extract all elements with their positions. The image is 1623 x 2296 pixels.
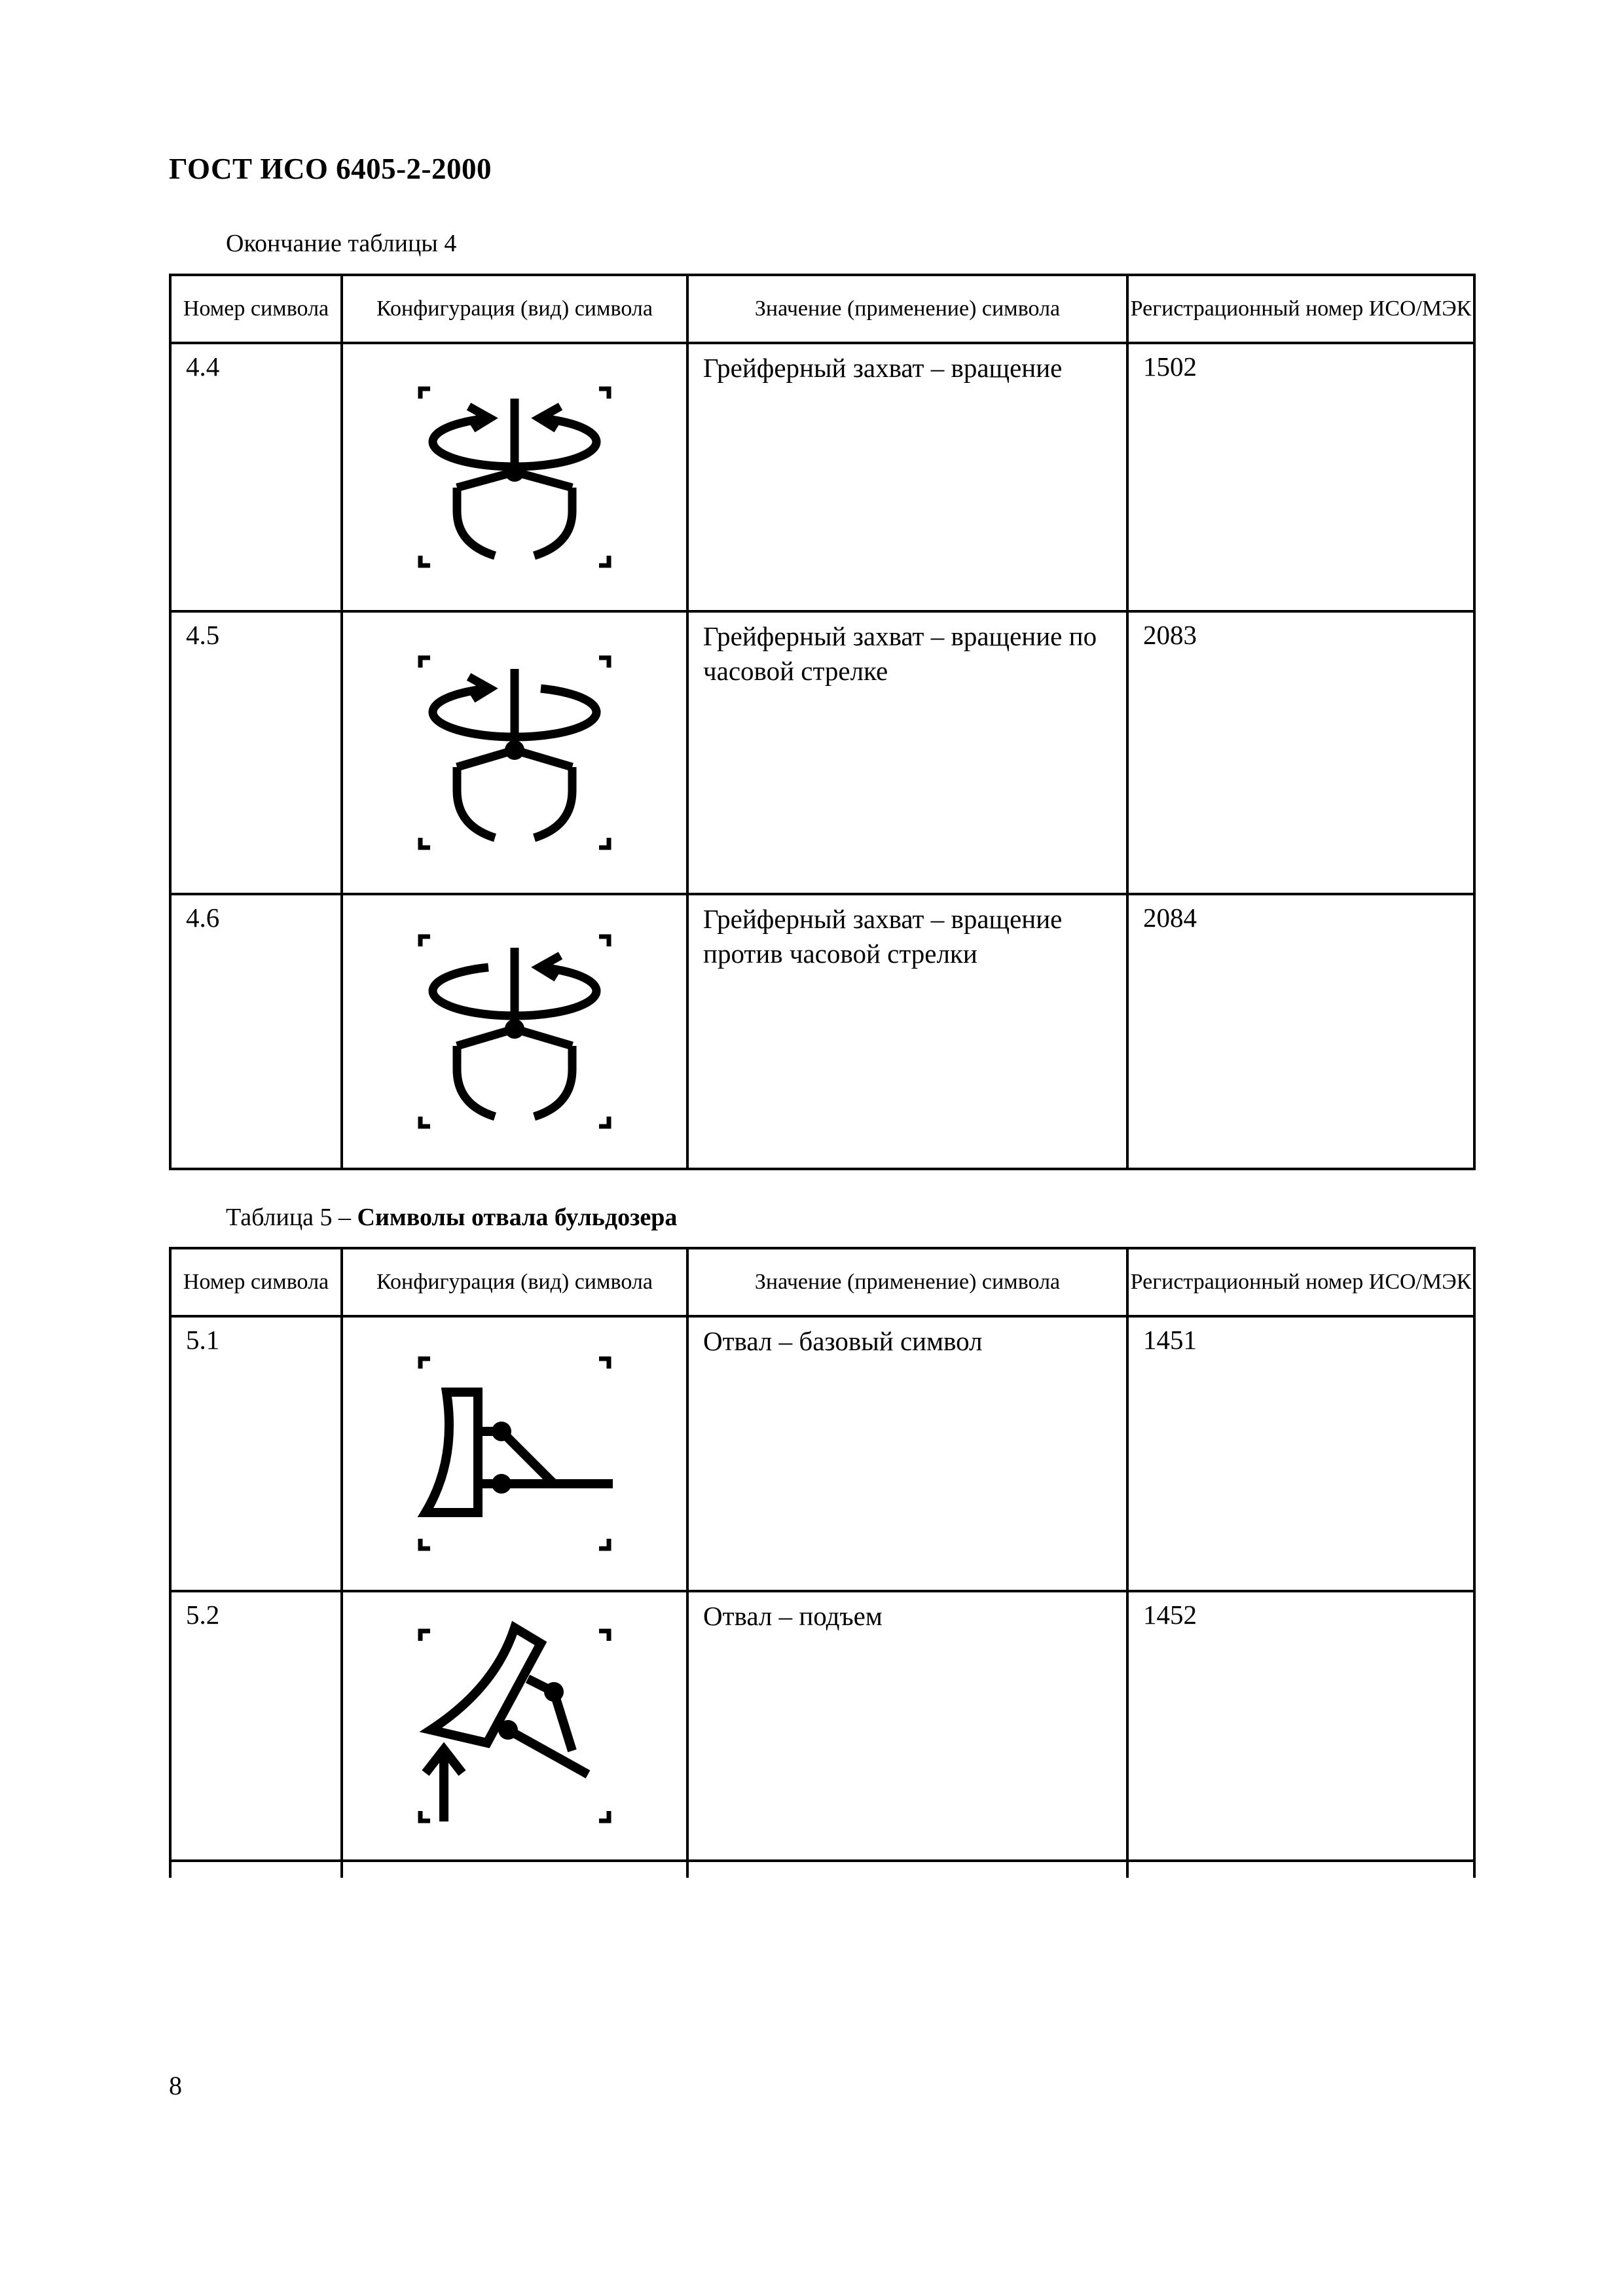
symbol-number: 5.2 [170,1591,342,1861]
grab-clockwise-icon [397,641,632,864]
col-header-meaning: Значение (применение) символа [687,275,1127,343]
registration-number: 1451 [1127,1316,1474,1591]
table5-caption-title: Символы отвала бульдозера [357,1204,678,1231]
symbol-number: 4.6 [170,894,342,1169]
registration-number: 2084 [1127,894,1474,1169]
page-number: 8 [169,2071,182,2100]
continuation-cell [170,1861,342,1878]
symbol-meaning: Грейферный захват – вращение по часовой стрелке [687,611,1127,894]
table5-caption [226,1203,677,1232]
symbol-cell [342,1316,687,1591]
symbol-meaning: Грейферный захват – вращение [687,343,1127,611]
col-header-config: Конфигурация (вид) символа [342,275,687,343]
blade-basic-icon [397,1342,632,1565]
col-header-number: Номер символа [170,275,342,343]
symbol-number: 4.5 [170,611,342,894]
symbol-meaning: Отвал – базовый символ [687,1316,1127,1591]
col-header-number: Номер символа [170,1248,342,1316]
symbol-cell [342,1591,687,1861]
table-row [170,894,1474,1169]
continuation-cell [342,1861,687,1878]
symbol-number: 4.4 [170,343,342,611]
table4-caption: Окончание таблицы 4 [226,230,457,257]
grab-counterclockwise-icon [397,920,632,1143]
symbol-cell [342,894,687,1169]
table-row [170,1316,1474,1591]
document-title: ГОСТ ИСО 6405-2-2000 [169,152,492,185]
symbol-cell [342,611,687,894]
col-header-meaning: Значение (применение) символа [687,1248,1127,1316]
table-4 [169,274,1476,1170]
registration-number: 1452 [1127,1591,1474,1861]
table-row [170,611,1474,894]
blade-raise-icon [397,1615,632,1837]
table-header-row [170,1248,1474,1316]
continuation-cell [687,1861,1127,1878]
table-row [170,343,1474,611]
continuation-cell [1127,1861,1474,1878]
grab-rotation-icon [397,372,632,582]
table5-caption-prefix: Таблица 5 – [226,1204,357,1231]
col-header-reg: Регистрационный номер ИСО/МЭК [1127,275,1474,343]
registration-number: 2083 [1127,611,1474,894]
symbol-cell [342,343,687,611]
col-header-config: Конфигурация (вид) символа [342,1248,687,1316]
symbol-number: 5.1 [170,1316,342,1591]
table-5 [169,1247,1476,1878]
col-header-reg: Регистрационный номер ИСО/МЭК [1127,1248,1474,1316]
table-continuation-row [170,1861,1474,1878]
table-row [170,1591,1474,1861]
table-header-row [170,275,1474,343]
registration-number: 1502 [1127,343,1474,611]
symbol-meaning: Грейферный захват – вращение против часовой стрелки [687,894,1127,1169]
symbol-meaning: Отвал – подъем [687,1591,1127,1861]
